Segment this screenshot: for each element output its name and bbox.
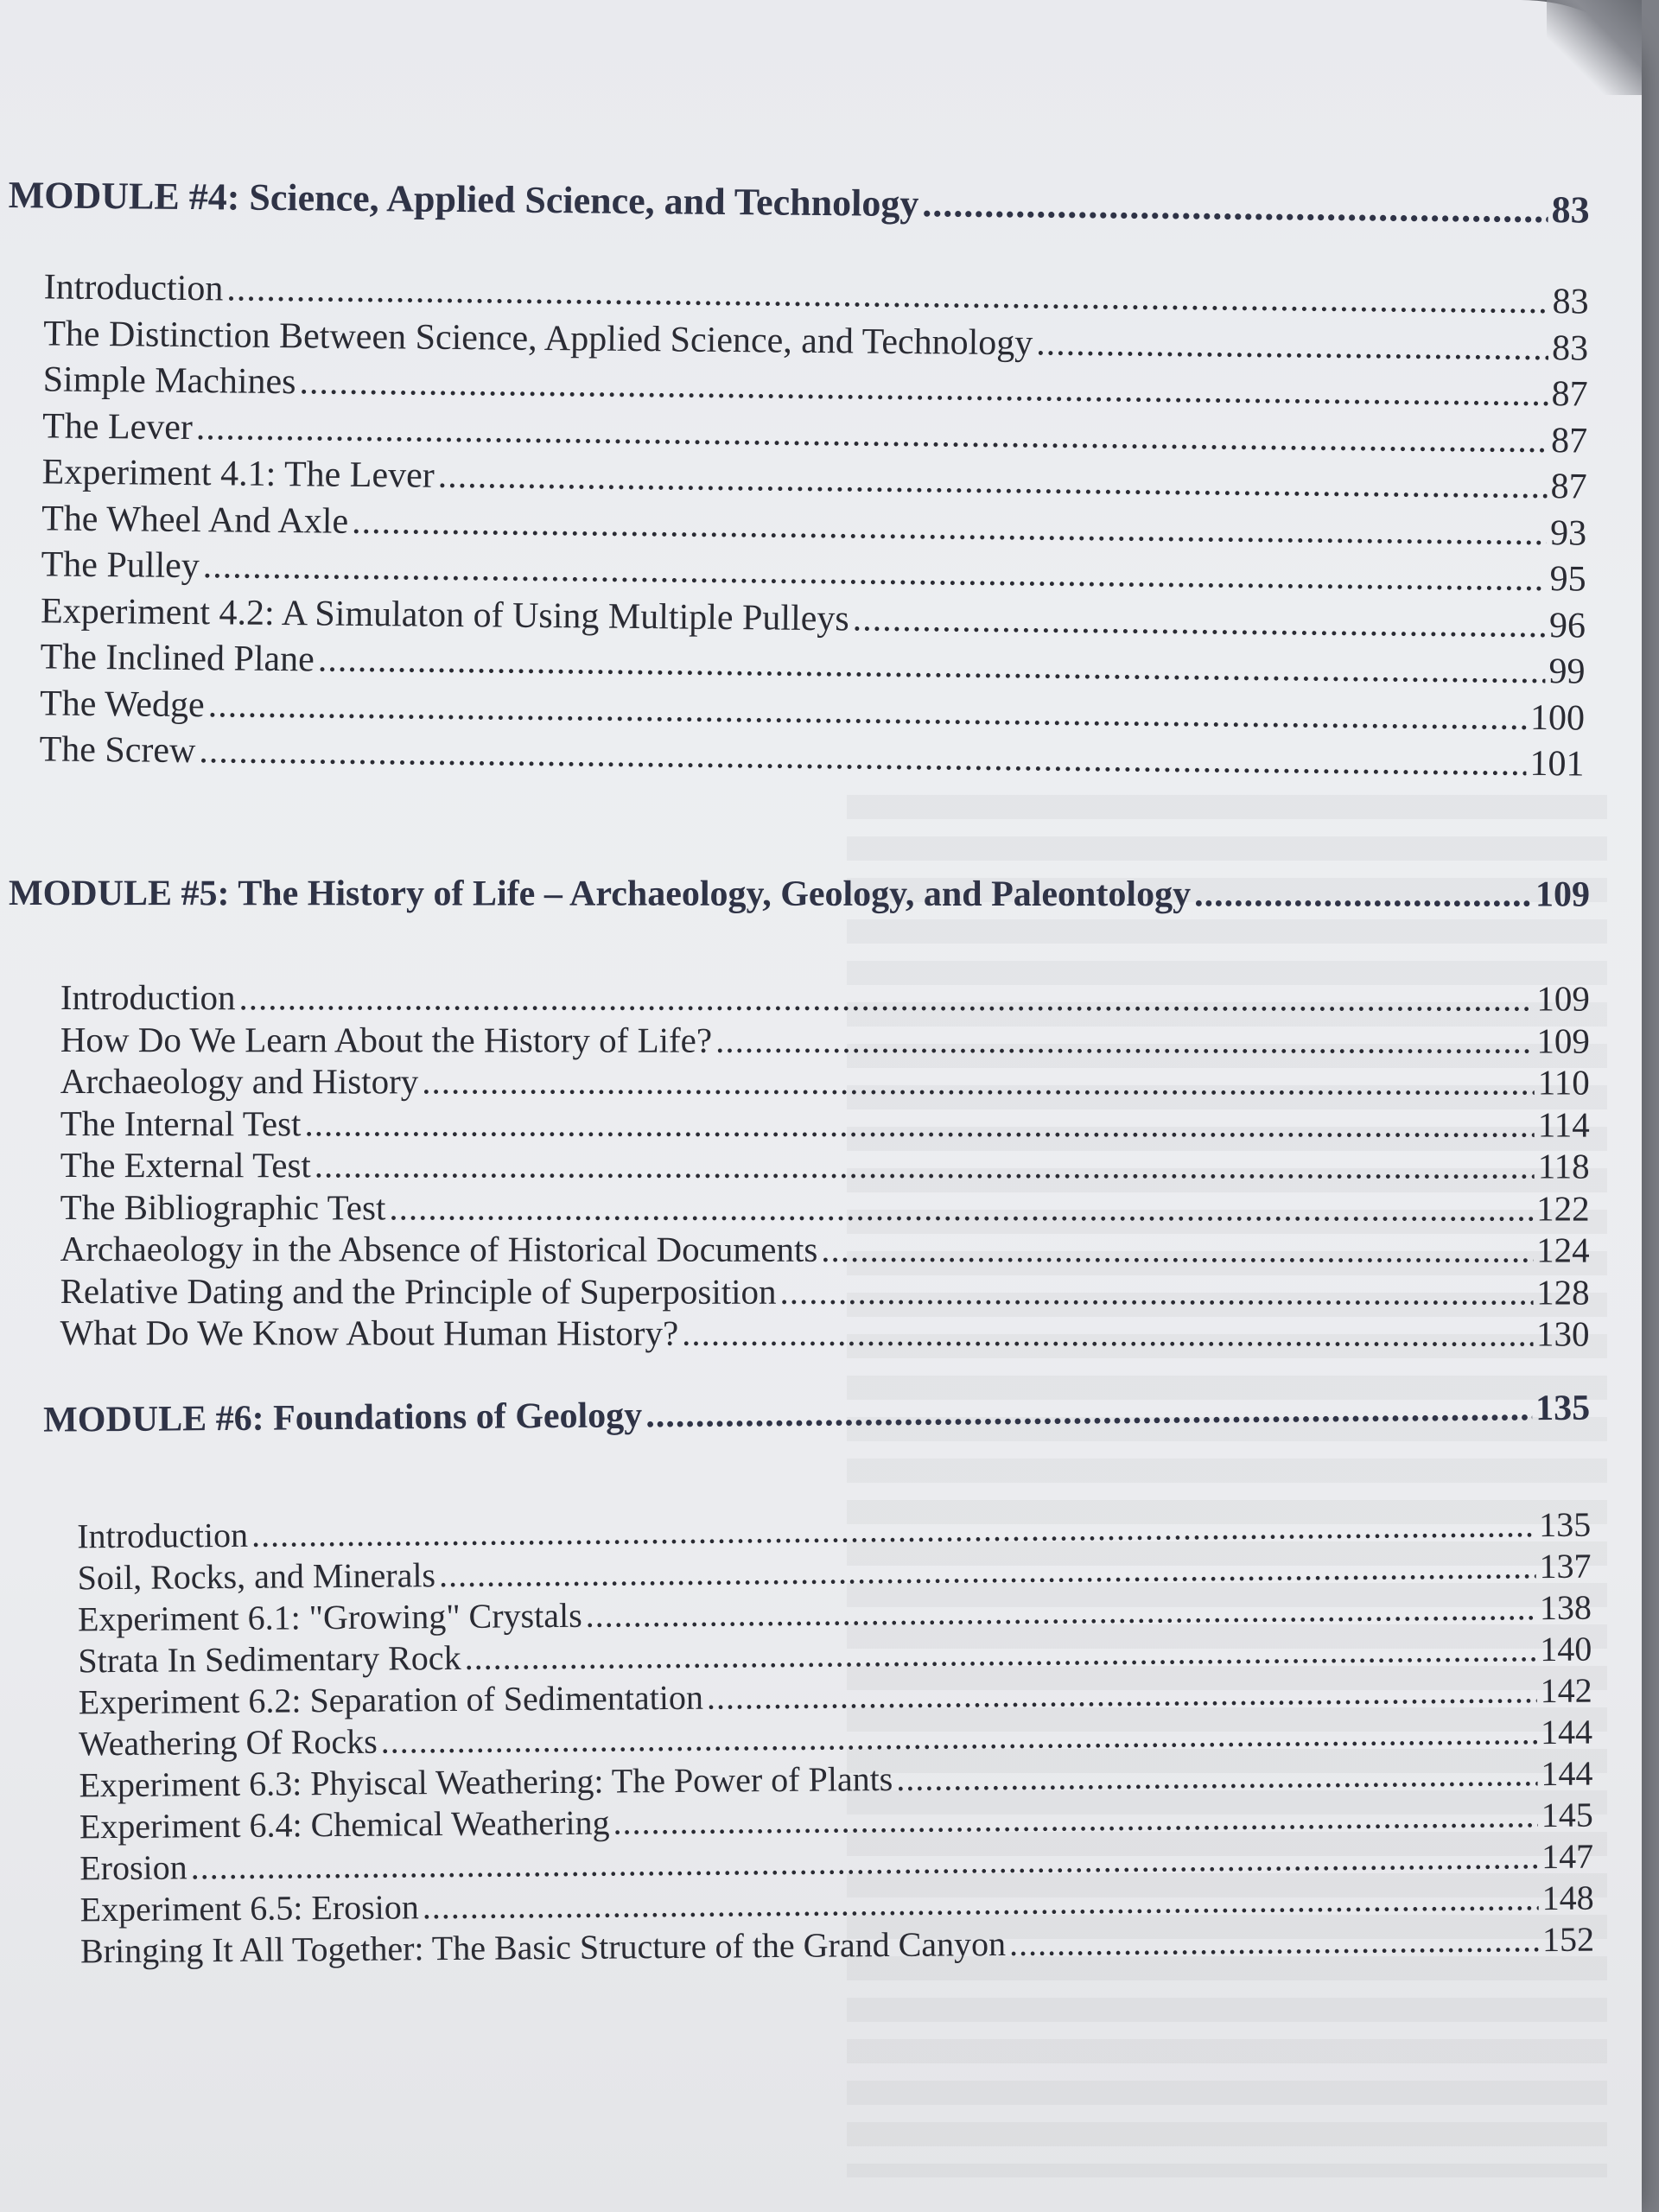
entry-page-number: 96 (1548, 605, 1586, 646)
entry-page-number: 83 (1551, 327, 1589, 369)
toc-entry (60, 1312, 1590, 1355)
entry-page-number: 109 (1536, 978, 1590, 1019)
page-curl (1547, 0, 1642, 95)
entry-title: How Do We Learn About the History of Life? (60, 1019, 713, 1060)
toc-entry (60, 1103, 1590, 1146)
entry-page-number: 87 (1551, 374, 1588, 415)
entry-page-number: 148 (1541, 1878, 1594, 1918)
dot-leader (315, 1144, 1535, 1187)
entry-title: Experiment 6.1: "Growing" Crystals (77, 1595, 582, 1639)
entry-page-number: 144 (1541, 1753, 1593, 1794)
entry-page-number: 100 (1529, 697, 1586, 739)
entry-page-number: 130 (1536, 1313, 1590, 1354)
entry-title: Archaeology and History (60, 1061, 419, 1102)
entry-page-number: 128 (1536, 1272, 1590, 1313)
dot-leader (852, 596, 1546, 649)
entry-page-number: 137 (1539, 1546, 1592, 1586)
entry-page-number: 142 (1540, 1670, 1592, 1711)
entry-title: Experiment 6.5: Erosion (79, 1887, 419, 1929)
entry-page-number: 87 (1550, 467, 1587, 507)
entry-title: The External Test (60, 1145, 311, 1185)
dot-leader (1036, 321, 1548, 372)
dot-leader (585, 1587, 1536, 1637)
entry-page-number: 87 (1550, 420, 1588, 461)
module-4-section (3, 173, 1590, 788)
module-entries (9, 976, 1590, 1355)
entry-title: Erosion (79, 1847, 188, 1888)
entry-page-number: 118 (1537, 1146, 1590, 1186)
module-page-number: 83 (1551, 188, 1590, 232)
entry-title: The Pulley (41, 544, 200, 587)
module-entries (3, 264, 1589, 788)
entry-page-number: 140 (1540, 1629, 1592, 1669)
toc-entry (60, 1228, 1590, 1271)
entry-title: Introduction (60, 977, 236, 1018)
entry-title: The Bibliographic Test (60, 1186, 386, 1227)
entry-title: Experiment 6.4: Chemical Weathering (79, 1802, 610, 1847)
dot-leader (780, 1270, 1534, 1313)
entry-title: Introduction (43, 267, 224, 309)
entry-page-number: 152 (1541, 1919, 1595, 1960)
module-entries (10, 1504, 1594, 1973)
dot-leader (707, 1670, 1537, 1719)
module-title: MODULE #4: Science, Applied Science, and Technology (8, 173, 919, 226)
entry-page-number: 145 (1541, 1795, 1594, 1835)
entry-page-number: 144 (1540, 1712, 1593, 1752)
entry-page-number: 147 (1541, 1836, 1594, 1877)
module-heading (8, 173, 1590, 249)
module-heading (9, 873, 1590, 935)
dot-leader (715, 1019, 1533, 1061)
entry-title: Experiment 6.3: Phyiscal Weathering: The Power of Plants (79, 1758, 893, 1805)
entry-title: Weathering Of Rocks (78, 1721, 378, 1764)
dot-leader (389, 1186, 1533, 1230)
entry-title: The Inclined Plane (40, 637, 315, 680)
toc-entry (60, 976, 1590, 1020)
entry-title: The Wheel And Axle (41, 498, 349, 542)
toc-entry (60, 1186, 1590, 1230)
dot-leader (821, 1229, 1533, 1271)
dot-leader (613, 1795, 1538, 1843)
module-title: MODULE #5: The History of Life – Archaeology, Geology, and Paleontology (8, 874, 1192, 915)
entry-title: Experiment 6.2: Separation of Sedimentation (78, 1677, 704, 1722)
entry-page-number: 110 (1537, 1062, 1590, 1103)
dot-leader (1194, 874, 1532, 915)
entry-title: The Wedge (39, 683, 205, 725)
module-heading (9, 1388, 1590, 1460)
toc-entry (60, 1019, 1590, 1062)
module-title: MODULE #6: Foundations of Geology (43, 1395, 643, 1440)
entry-page-number: 109 (1536, 1020, 1590, 1061)
dot-leader (304, 1103, 1534, 1146)
dot-leader (239, 976, 1534, 1020)
entry-page-number: 93 (1549, 512, 1587, 554)
entry-page-number: 122 (1536, 1188, 1590, 1229)
dot-leader (896, 1753, 1538, 1800)
dot-leader (682, 1313, 1533, 1355)
entry-title: Archaeology in the Absence of Historical Documents (60, 1229, 818, 1269)
dot-leader (422, 1060, 1535, 1103)
entry-title: Experiment 4.1: The Lever (41, 452, 435, 496)
entry-page-number: 114 (1537, 1104, 1590, 1145)
entry-page-number: 99 (1548, 652, 1586, 692)
entry-title: Simple Machines (42, 359, 296, 403)
entry-title: Experiment 4.2: A Simulaton of Using Multiple Pulleys (40, 590, 849, 639)
entry-title: The Distinction Between Science, Applied Science, and Technology (42, 313, 1033, 363)
dot-leader (1009, 1919, 1539, 1965)
entry-page-number: 101 (1529, 743, 1585, 785)
dot-leader (645, 1388, 1532, 1436)
dot-leader (922, 181, 1548, 232)
entry-title: What Do We Know About Human History? (60, 1313, 679, 1353)
entry-title: Introduction (77, 1515, 249, 1556)
entry-title: Relative Dating and the Principle of Superposition (60, 1270, 777, 1312)
entry-page-number: 83 (1552, 282, 1589, 322)
toc-entry (60, 1144, 1590, 1187)
entry-title: The Internal Test (60, 1103, 302, 1143)
entry-page-number: 124 (1536, 1230, 1590, 1270)
entry-title: Bringing It All Together: The Basic Structure of the Grand Canyon (79, 1923, 1007, 1971)
module-page-number: 135 (1535, 1388, 1591, 1429)
toc-entry (60, 1060, 1590, 1103)
entry-page-number: 138 (1539, 1587, 1592, 1628)
entry-page-number: 95 (1549, 559, 1586, 600)
entry-page-number: 135 (1539, 1504, 1592, 1545)
module-6-section (9, 1388, 1594, 1973)
entry-title: The Lever (41, 405, 194, 448)
module-5-section (9, 873, 1590, 1355)
toc-entry (60, 1270, 1590, 1313)
entry-title: The Screw (39, 729, 196, 772)
module-page-number: 109 (1535, 874, 1590, 915)
entry-title: Soil, Rocks, and Minerals (77, 1555, 436, 1598)
entry-title: Strata In Sedimentary Rock (78, 1637, 461, 1681)
